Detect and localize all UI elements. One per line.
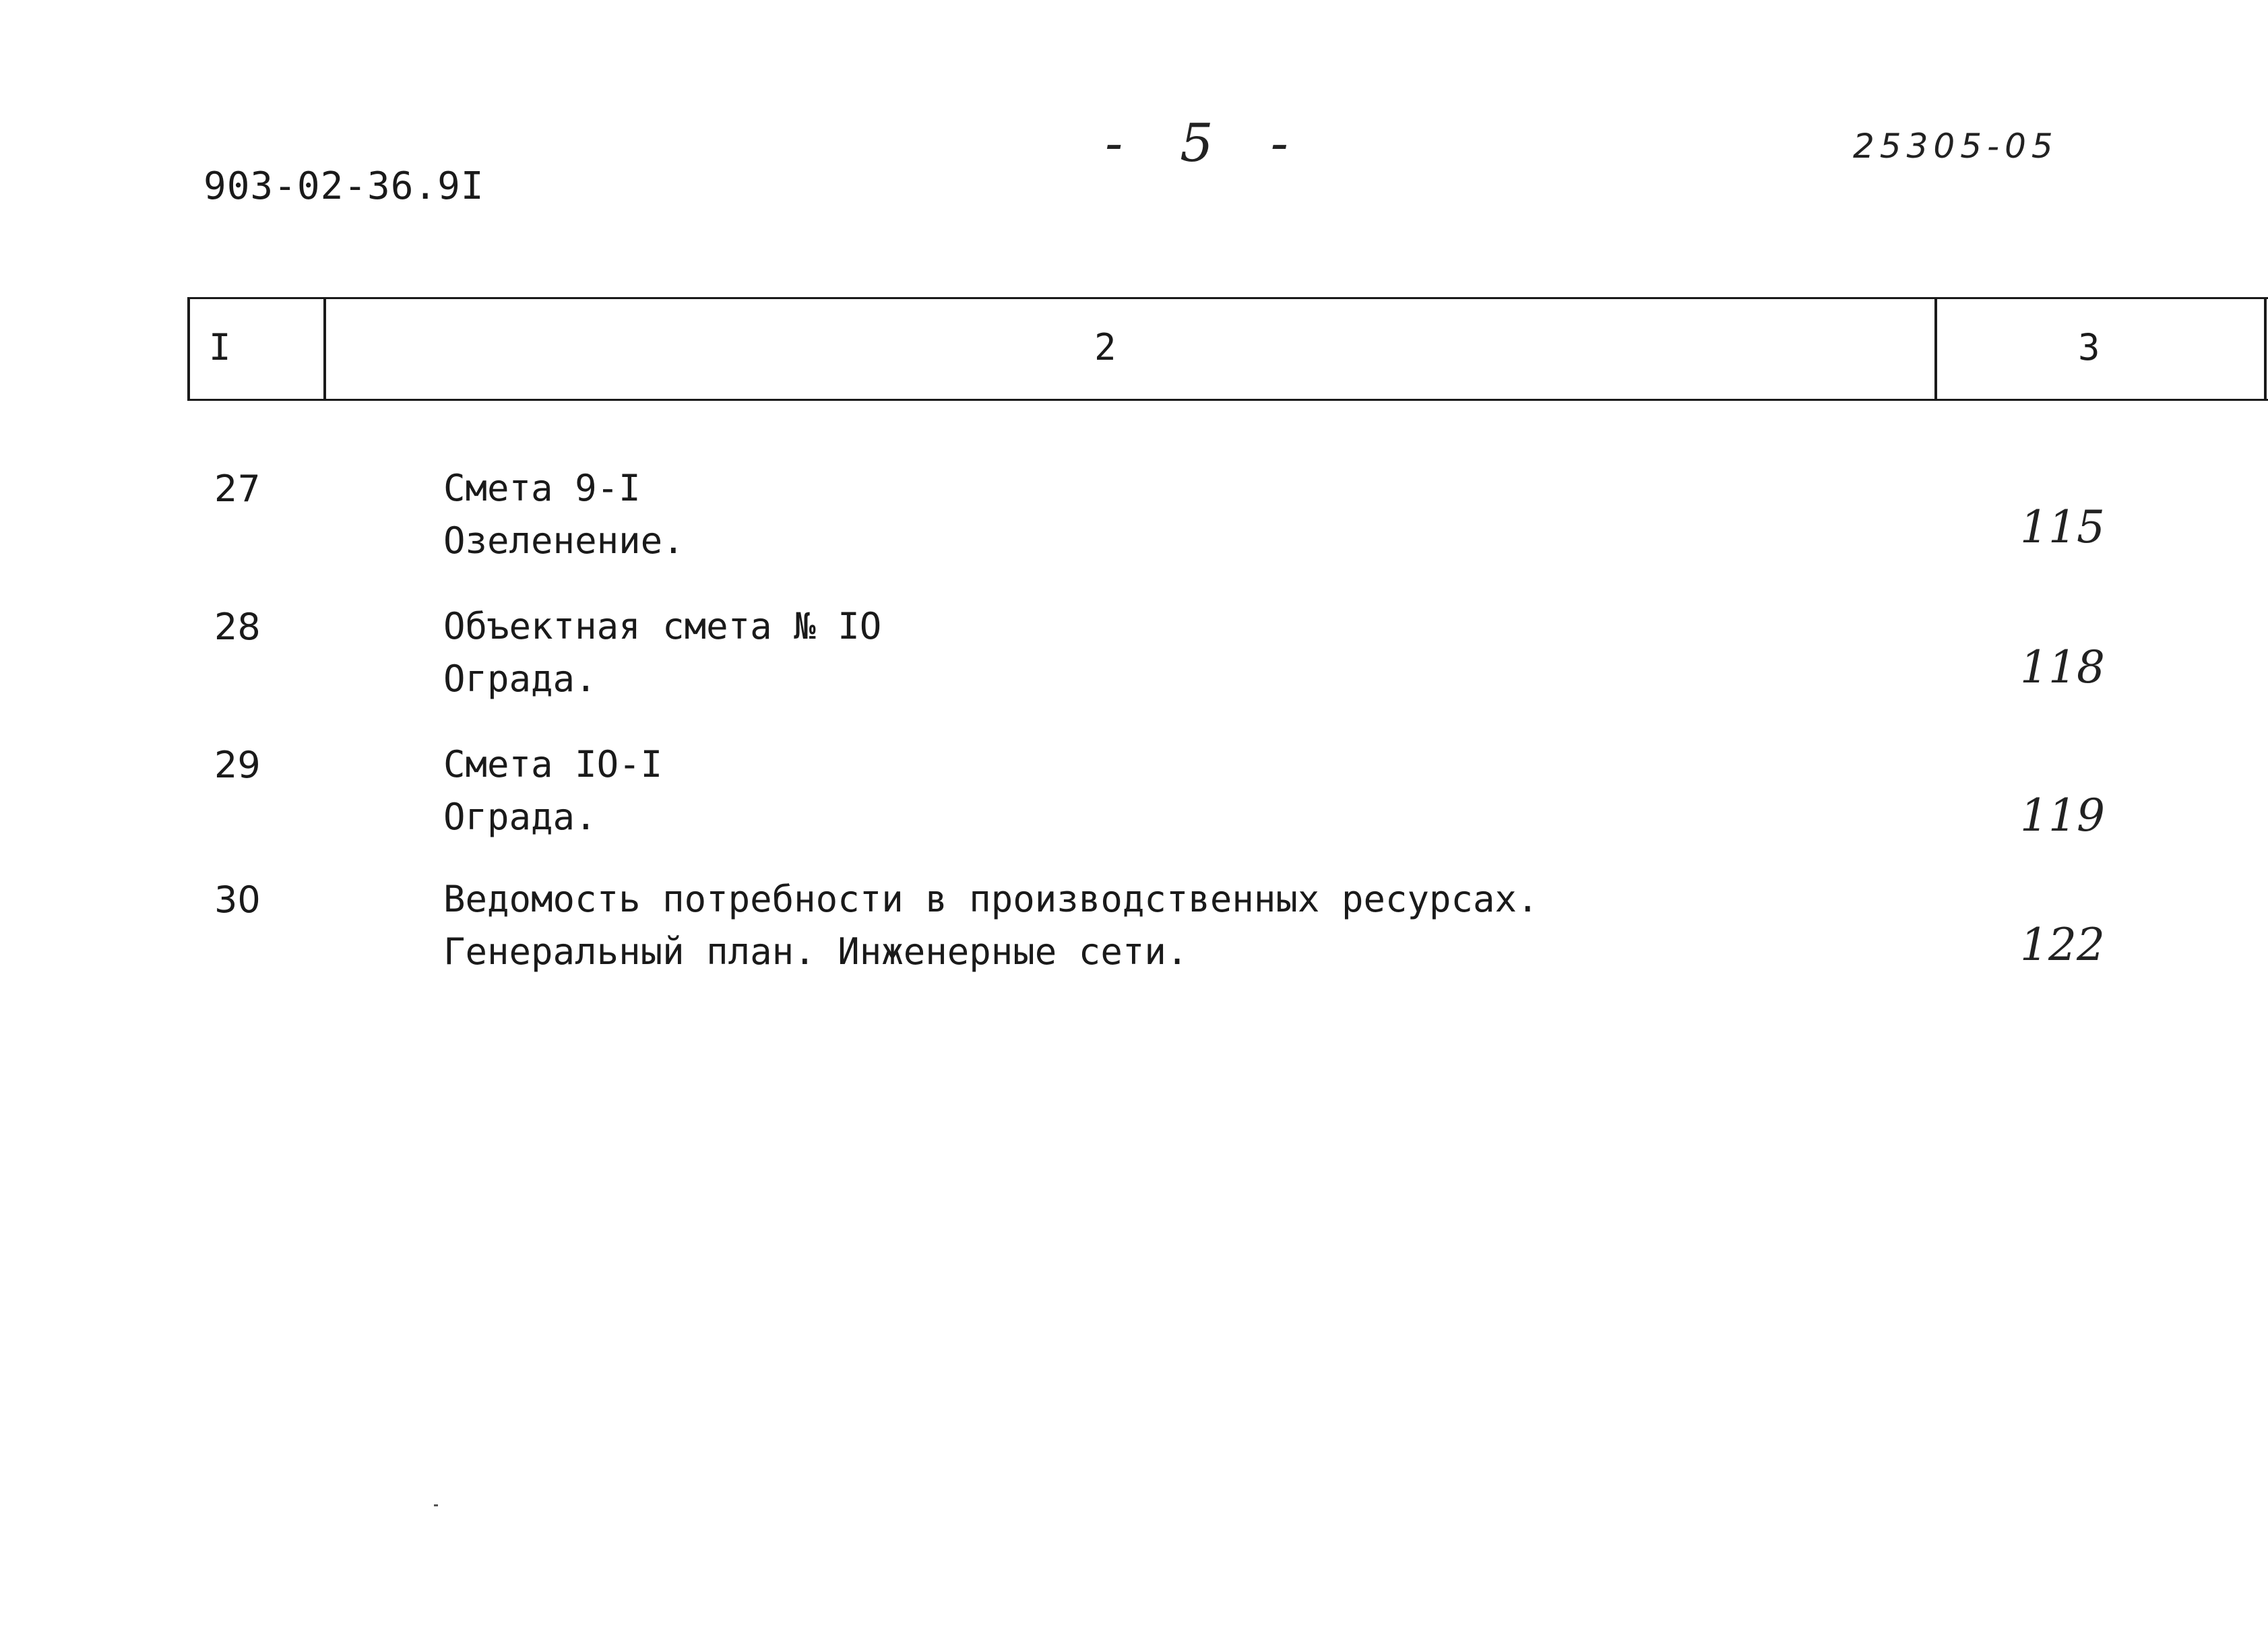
row-line-2: Ограда. [443,796,597,838]
table-row-page: 118 [2020,641,2105,693]
column-divider-2 [1934,297,1937,401]
row-line-1: Ведомость потребности в производственных ресурсах. [443,878,1539,920]
archive-number: 25305-05 [1853,127,2058,166]
row-line-2: Ограда. [443,658,597,700]
table-row-number: 30 [214,878,261,921]
table-row-number: 28 [214,606,261,648]
table-row-page: 119 [2020,790,2105,841]
row-line-1: Смета 9-I [443,467,641,509]
row-line-2: Генеральный план. Инженерные сети. [443,930,1189,973]
row-line-2: Озеленение. [443,519,685,562]
column-header-1: I [209,326,231,369]
table-row-description [443,462,685,567]
table-row-description [443,873,1539,978]
column-header-2: 2 [1094,326,1116,369]
table-row-description [443,600,881,705]
table-header-bottom-line [187,399,2268,401]
table-right-border [2264,297,2267,401]
table-left-border [187,297,190,401]
page-number: - 5 - [1105,113,1309,174]
table-row-description [443,738,662,843]
column-divider-1 [323,297,326,401]
row-line-1: Объектная смета № IO [443,605,882,647]
row-line-1: Смета IO-I [443,743,663,786]
column-header-3: 3 [2078,326,2100,369]
table-row-page: 122 [2020,919,2105,971]
document-code: 903-02-36.9I [203,164,484,208]
table-row-number: 27 [214,468,261,510]
table-row-page: 115 [2020,501,2105,553]
table-row-number: 29 [214,744,261,786]
table-top-line [187,297,2268,299]
scan-speck [434,1504,438,1506]
